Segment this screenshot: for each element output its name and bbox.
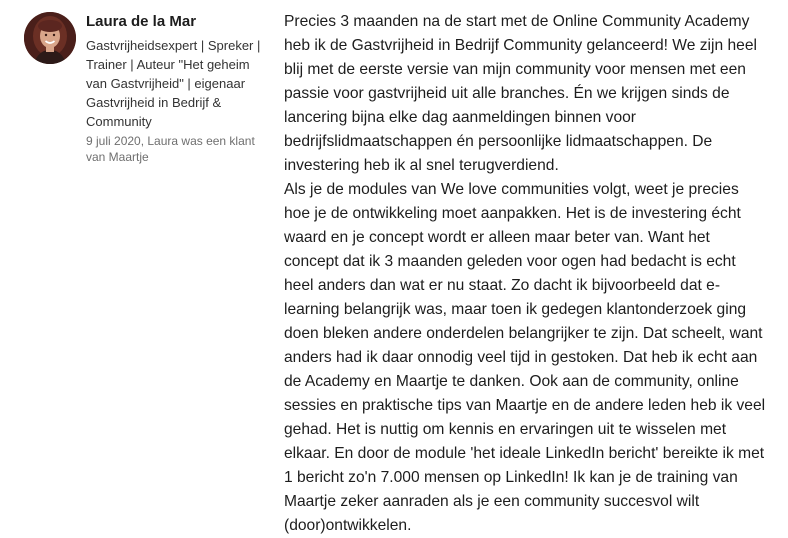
recommendation-paragraph: Precies 3 maanden na de start met de Online Community Academy heb ik de Gastvrijheid in Bedrijf Community gelanceerd! We zijn heel blij met de eerste versie van mijn community voor mensen met een passie voor gastvrijheid uit alle branches. Én we krijgen sinds de lancering bijna elke dag aanmeldingen binnen voor bedrijfslidmaatschappen én persoonlijke lidmaatschappen. De investering heb ik al snel terugverdiend.: [284, 13, 757, 174]
author-headline: Gastvrijheidsexpert | Spreker | Trainer | Auteur "Het geheim van Gastvrijheid" | eigenaar Gastvrijheid in Bedrijf & Community: [86, 38, 261, 129]
recommendation-text: [284, 10, 766, 538]
recommendation-date-relationship: 9 juli 2020, Laura was een klant van Maartje: [86, 134, 255, 164]
profile-photo: [24, 12, 76, 64]
recommendation-paragraph: Als je de modules van We love communities volgt, weet je precies hoe je de ontwikkeling moet aanpakken. Het is de investering écht waard en je concept wordt er alleen maar beter van. Want het concept dat ik 3 maanden geleden voor ogen had bedacht is echt heel anders dan wat er nu staat. Zo dacht ik bijvoorbeeld dat e-learning belangrijk was, maar toen ik gedegen klantonderzoek ging doen bleken andere onderdelen belangrijker te zijn. Dat scheelt, want anders had ik daar onnodig veel tijd in gestoken. Dat heb ik echt aan de Academy en Maartje te danken. Ook aan de community, online sessies en praktische tips van Maartje en de andere leden heb ik veel gehad. Het is nuttig om kennis en ervaringen uit te wisselen met elkaar. En door de module 'het ideale LinkedIn bericht' bereikte ik met 1 bericht zo'n 7.000 mensen op LinkedIn! Ik kan je de training van Maartje zeker aanraden als je een community succesvol wilt (door)ontwikkelen.: [284, 181, 766, 534]
author-meta: [86, 12, 274, 165]
author-name[interactable]: Laura de la Mar: [86, 13, 197, 30]
author-avatar[interactable]: [24, 12, 76, 64]
